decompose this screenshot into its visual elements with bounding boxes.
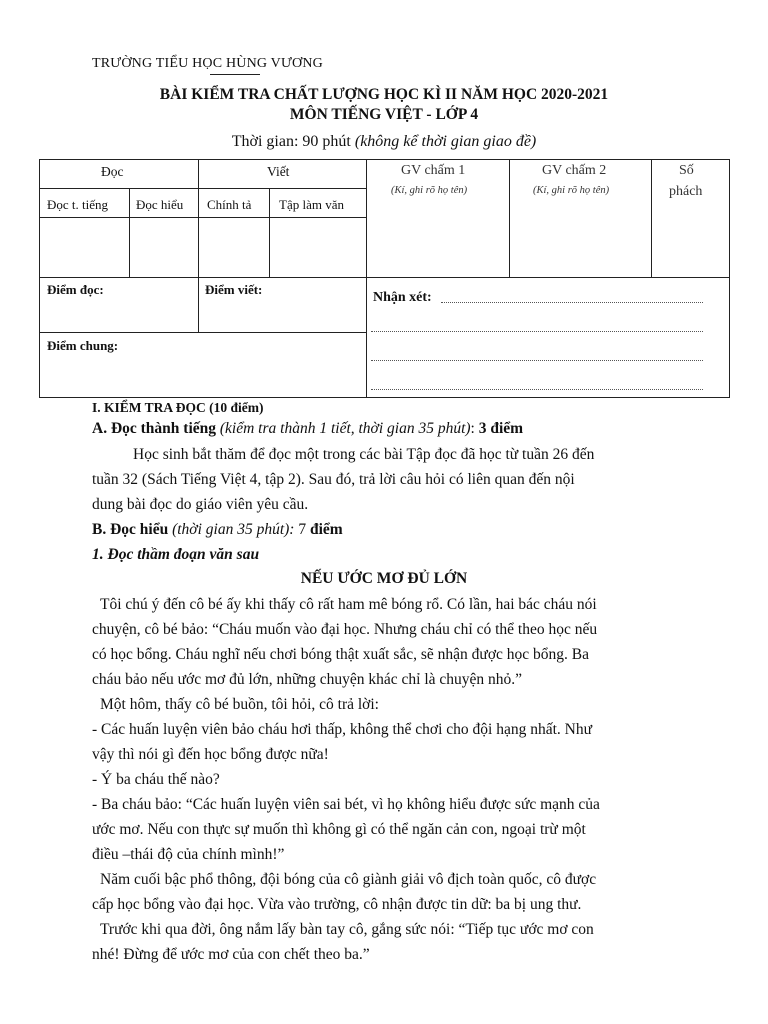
exam-title: BÀI KIỂM TRA CHẤT LƯỢNG HỌC KÌ II NĂM HỌC 2020-2021 (159, 86, 609, 103)
diem-chung-label: Điểm chung: (47, 338, 119, 353)
col-doc-t-tieng: Đọc t. tiếng (47, 197, 109, 212)
part-a-line: Học sinh bắt thăm để đọc một trong các bài Tập đọc đã học từ tuần 26 đến (133, 446, 595, 463)
part-a-note: (kiểm tra thành 1 tiết, thời gian 35 phút) (219, 420, 471, 437)
story-line: nhé! Đừng để ước mơ của con chết theo ba.” (92, 946, 370, 963)
table-col-line (269, 188, 270, 277)
gv-cham-2: GV chấm 2 (542, 163, 607, 178)
part-b-points-word: điểm (309, 521, 343, 538)
col-chinh-ta: Chính tả (207, 197, 252, 212)
table-col-line (366, 159, 367, 398)
story-line: Một hôm, thấy cô bé buồn, tôi hỏi, cô trả lời: (100, 696, 379, 713)
nhan-xet-line (371, 360, 703, 361)
table-border-top (39, 159, 730, 160)
part-a-line: tuần 32 (Sách Tiếng Việt 4, tập 2). Sau đó, trả lời câu hỏi có liên quan đến nội (92, 471, 575, 488)
part-a-sep: : (470, 420, 475, 437)
story-line: điều –thái độ của chính mình!” (92, 846, 285, 863)
table-border-bottom (39, 397, 730, 398)
part-a-line: dung bài đọc do giáo viên yêu cầu. (92, 496, 309, 513)
nhan-xet-line (441, 302, 703, 303)
table-line-mid (39, 277, 730, 278)
col-doc-hieu: Đọc hiểu (136, 197, 184, 212)
part-a-heading (92, 420, 523, 438)
story-line: ước mơ. Nếu con thực sự muốn thì không gì có thể ngăn cản con, ngoại trừ một (92, 821, 586, 838)
col-tap-lam-van: Tập làm văn (279, 197, 344, 212)
table-col-line (651, 159, 652, 277)
school-name: TRƯỜNG TIỂU HỌC HÙNG VƯƠNG (92, 56, 323, 71)
story-line: Năm cuối bậc phổ thông, đội bóng của cô giành giải vô địch toàn quốc, cô được (100, 871, 597, 888)
header-viet: Viết (267, 164, 290, 179)
story-line: - Ý ba cháu thế nào? (92, 771, 220, 788)
part-b-label: B. Đọc hiểu (92, 521, 169, 538)
gv-cham-1: GV chấm 1 (401, 163, 466, 178)
section-kiem-tra-doc: I. KIỂM TRA ĐỌC (10 điểm) (92, 400, 264, 415)
table-col-line (198, 159, 199, 332)
story-line: Tôi chú ý đến cô bé ấy khi thấy cô rất ham mê bóng rổ. Có lần, hai bác cháu nói (100, 596, 597, 613)
story-line: cháu bảo nếu ước mơ đủ lớn, những chuyện khác chỉ là chuyện nhỏ.” (92, 671, 523, 688)
nhan-xet-line (371, 331, 703, 332)
diem-viet-label: Điểm viết: (205, 282, 263, 297)
story-line: chuyện, cô bé bảo: “Cháu muốn vào đại học. Nhưng cháu chỉ có thể theo học nếu (92, 621, 598, 638)
story-title: NẾU ƯỚC MƠ ĐỦ LỚN (300, 570, 468, 587)
time-label: Thời gian: 90 phút (231, 133, 351, 150)
story-line: - Ba cháu bảo: “Các huấn luyện viên sai bét, vì họ không hiểu được sức mạnh của (92, 796, 600, 813)
score-table (39, 159, 730, 398)
table-col-line (129, 188, 130, 277)
story-line: - Các huấn luyện viên bảo cháu hơi thấp, không thể chơi cho đội hạng nhất. Như (92, 721, 593, 738)
table-line-diem (39, 332, 366, 333)
table-line-header (39, 188, 366, 189)
gv1-note: (Kí, ghi rõ họ tên) (391, 185, 468, 196)
header-doc: Đọc (101, 164, 124, 179)
part-a-points: 3 điểm (478, 420, 524, 437)
table-border-left (39, 159, 40, 398)
gv2-note: (Kí, ghi rõ họ tên) (533, 185, 610, 196)
subject-title: MÔN TIẾNG VIỆT - LỚP 4 (289, 106, 479, 123)
school-underline (210, 74, 260, 75)
part-b-points-num: 7 (298, 521, 307, 538)
story-line: Trước khi qua đời, ông nắm lấy bàn tay cô, gắng sức nói: “Tiếp tục ước mơ con (100, 921, 594, 938)
story-line: vậy thì nói gì đến học bổng được nữa! (92, 746, 329, 763)
item-1-heading: 1. Đọc thầm đoạn văn sau (92, 546, 260, 563)
table-border-right (729, 159, 730, 398)
table-col-line (509, 159, 510, 277)
part-b-note: (thời gian 35 phút): (172, 521, 295, 538)
part-a-label: A. Đọc thành tiếng (92, 420, 217, 437)
diem-doc-label: Điểm đọc: (47, 282, 104, 297)
phach-label: phách (669, 184, 703, 199)
table-line-subheader (39, 217, 366, 218)
nhan-xet-line (371, 389, 703, 390)
exam-time (0, 133, 768, 151)
time-note: (không kể thời gian giao đề) (354, 133, 537, 150)
nhan-xet-label: Nhận xét: (373, 290, 432, 305)
story-line: cấp học bổng vào đại học. Vừa vào trường, cô nhận được tin dữ: ba bị ung thư. (92, 896, 582, 913)
so-label: Số (679, 163, 694, 178)
part-b-heading (92, 521, 343, 539)
story-line: có học bổng. Cháu nghĩ nếu chơi bóng thật xuất sắc, sẽ nhận được học bổng. Ba (92, 646, 590, 663)
